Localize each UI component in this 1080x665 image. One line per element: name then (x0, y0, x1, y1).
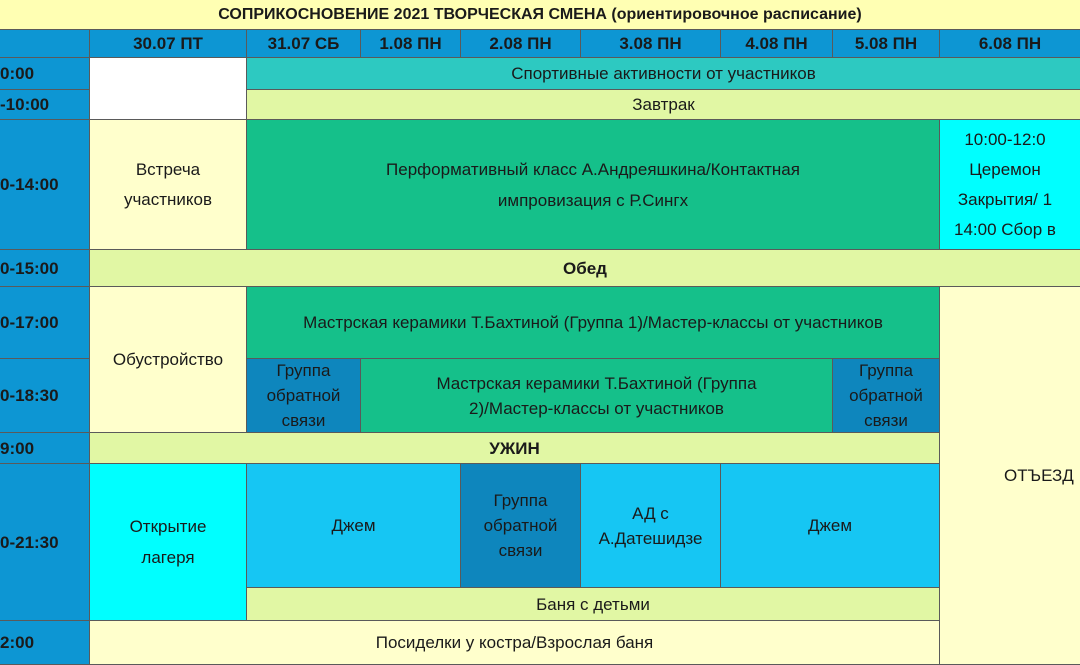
closing-ceremony-block: 10:00-12:0 Церемон Закрытия/ 1 14:00 Сбор в (940, 120, 1080, 250)
time-cell: 9:00 (0, 433, 90, 464)
time-cell: -10:00 (0, 90, 90, 120)
day-header-7: 5.08 ПН (833, 30, 940, 58)
day-header-4: 2.08 ПН (461, 30, 581, 58)
breakfast-block: Завтрак (247, 90, 1080, 120)
dinner-block: УЖИН (90, 433, 940, 464)
time-cell: 0-17:00 (0, 287, 90, 359)
day-header-5: 3.08 ПН (581, 30, 721, 58)
day-header-6: 4.08 ПН (721, 30, 833, 58)
feedback-group-block: Группа обратной связи (247, 359, 361, 433)
departure-block: ОТЪЕЗД (940, 287, 1080, 665)
bath-with-kids-block: Баня с детьми (247, 588, 940, 621)
ceramics-group1-block: Мастрская керамики Т.Бахтиной (Группа 1)/Мастер-классы от участников (247, 287, 940, 359)
bonfire-block: Посиделки у костра/Взрослая баня (90, 621, 940, 665)
day-header-1: 30.07 ПТ (90, 30, 247, 58)
meeting-participants-block: Встреча участников (90, 120, 247, 250)
time-cell: 2:00 (0, 621, 90, 665)
time-cell: 0-18:30 (0, 359, 90, 433)
camp-opening-block: Открытие лагеря (90, 464, 247, 621)
day-header-8: 6.08 ПН (940, 30, 1080, 58)
settling-in-block: Обустройство (90, 287, 247, 433)
feedback-group-block: Группа обратной связи (833, 359, 940, 433)
time-cell: 0:00 (0, 58, 90, 90)
lunch-block: Обед (90, 250, 1080, 287)
schedule-title: СОПРИКОСНОВЕНИЕ 2021 ТВОРЧЕСКАЯ СМЕНА (ориентировочное расписание) (0, 0, 1080, 30)
empty-cell (90, 58, 247, 120)
ceramics-group2-block: Мастрская керамики Т.Бахтиной (Группа 2)/Мастер-классы от участников (361, 359, 833, 433)
jam-block: Джем (721, 464, 940, 588)
performative-class-block: Перформативный класс А.Андреяшкина/Контактная импровизация с Р.Сингх (247, 120, 940, 250)
day-header-2: 31.07 СБ (247, 30, 361, 58)
jam-block: Джем (247, 464, 461, 588)
day-header-3: 1.08 ПН (361, 30, 461, 58)
feedback-group-block: Группа обратной связи (461, 464, 581, 588)
header-corner-cell (0, 30, 90, 58)
time-cell: 0-21:30 (0, 464, 90, 621)
sport-activities-block: Спортивные активности от участников (247, 58, 1080, 90)
time-cell: 0-15:00 (0, 250, 90, 287)
time-cell: 0-14:00 (0, 120, 90, 250)
ad-datashidze-block: АД с А.Датешидзе (581, 464, 721, 588)
